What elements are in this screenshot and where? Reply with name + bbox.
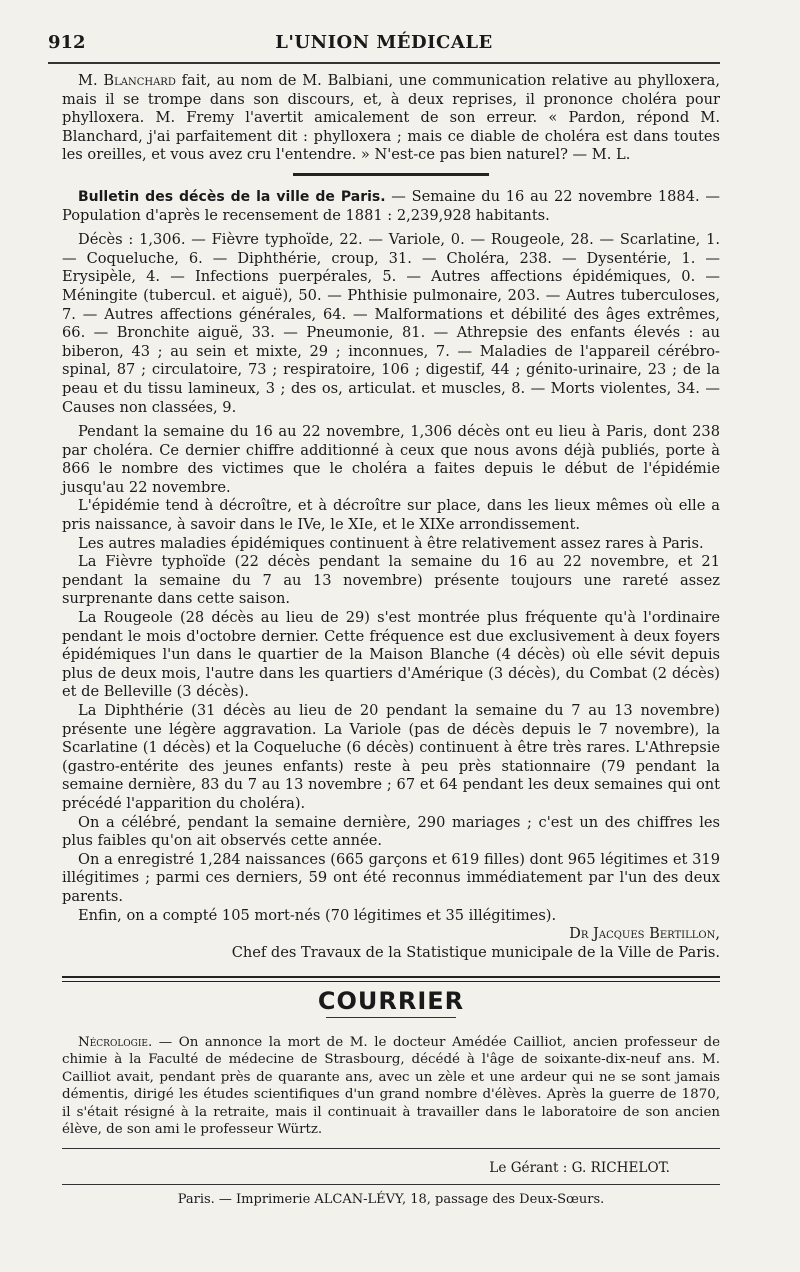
necrologie-label: Nécrologie. [78,1034,153,1050]
paragraph-naissances: On a enregistré 1,284 naissances (665 garçons et 619 filles) dont 965 légitimes et 319 illégitimes ; parmi ces derniers, 59 ont été reconnus immédiatement par l'un des deux parents. [62,850,720,905]
header-rule [48,62,720,64]
paragraph-diphtherie: La Diphthérie (31 décès au lieu de 20 pendant la semaine du 7 au 13 novembre) présente une légère aggravation. La Variole (pas de décès depuis le 7 novembre), la Scarlatine (1 décès) et la Coqueluche (6 décès) continuent à être très rares. L'Athrepsie (gastro-entérite des jeunes enfants) reste à peu près stationnaire (79 pendant la semaine dernière, 83 du 7 au 13 novembre ; 67 et 64 pendant les deux semaines qui ont précédé l'apparition du choléra). [62,702,720,812]
paragraph-total: Pendant la semaine du 16 au 22 novembre, 1,306 décès ont eu lieu à Paris, dont 238 par choléra. Ce dernier chiffre additionné à ceux que nous avons déjà publiés, porte à 866 le nombre des victimes que le choléra a faites depuis le début de l'épidémie jusqu'au 22 novembre. [62,423,720,496]
gerant-line: Le Gérant : G. RICHELOT. [489,1160,670,1177]
page-header [48,26,720,60]
courrier-heading: COURRIER [317,987,465,1016]
bulletin-intro [62,188,720,225]
paragraph-mort-nes: Enfin, on a compté 105 mort-nés (70 légitimes et 35 illégitimes). [78,906,557,924]
footer-rule-top [62,1148,720,1149]
blanchard-name: M. Blanchard [78,72,176,89]
paragraph-rougeole: La Rougeole (28 décès au lieu de 29) s'est montrée plus fréquente qu'à l'ordinaire pendant le mois d'octobre dernier. Cette fréquence est due exclusivement à deux foyers épidémiques l'un dans le quartier de la Maison Blanche (4 décès) où elle sévit depuis plus de deux mois, l'autre dans les quartiers d'Amérique (3 décès), du Combat (2 décès) et de Belleville (3 décès). [62,609,720,701]
article-body [62,72,720,1210]
signature-name: Dr Jacques Bertillon, [569,925,720,943]
bulletin-title: Bulletin des décès de la ville de Paris. [78,188,386,205]
signature-title: Chef des Travaux de la Statistique municipale de la Ville de Paris. [231,943,720,961]
paragraph-mariages: On a célébré, pendant la semaine dernière, 290 mariages ; c'est un des chiffres les plus faibles qu'on ait observés cette année. [62,813,720,850]
paragraph-epidemie: L'épidémie tend à décroître, et à décroître sur place, dans les lieux mêmes où elle a pris naissance, à savoir dans le IVe, le XIe, et le XIXe arrondissement. [62,497,720,534]
page-number: 912 [48,32,86,53]
paragraph-autres: Les autres maladies épidémiques continuent à être relativement assez rares à Paris. [78,534,704,552]
double-rule [62,976,720,982]
journal-title: L'UNION MÉDICALE [275,32,493,53]
section-divider [293,173,489,176]
deces-list: Décès : 1,306. — Fièvre typhoïde, 22. — Variole, 0. — Rougeole, 28. — Scarlatine, 1. — Coqueluche, 6. — Diphthérie, croup, 31. — Choléra, 238. — Dysentérie, 1. — Erysipèle, 4. — Infections puerpérales, 5. — Autres affections épidémiques, 0. — Méningite (tubercul. et aiguë), 50. — Phthisie pulmonaire, 203. — Autres tuberculoses, 7. — Autres affections générales, 64. — Malformations et débilité des âges extrêmes, 66. — Bronchite aiguë, 33. — Pneumonie, 81. — Athrepsie des enfants élevés : au biberon, 43 ; au sein et mixte, 29 ; inconnues, 7. — Maladies de l'appareil cérébro-spinal, 87 ; circulatoire, 73 ; respiratoire, 106 ; digestif, 44 ; génito-urinaire, 23 ; de la peau et du tissu lamineux, 3 ; des os, articulat. et muscles, 8. — Morts violentes, 34. — Causes non classées, 9. [62,231,720,416]
blanchard-text: fait, au nom de M. Balbiani, une communication relative au phylloxera, mais il se trompe dans son discours, et, à deux reprises, il prononce choléra pour phylloxera. M. Fremy l'avertit amicalement de son erreur. « Pardon, répond M. Blanchard, j'ai parfaitement dit : phylloxera ; mais ce diable de choléra est dans toutes les oreilles, et vous avez cru l'entendre. » N'est-ce pas bien naturel? — M. L. [62,72,720,164]
footer-rule [62,1184,720,1185]
necrologie-text: — On annonce la mort de M. le docteur Amédée Cailliot, ancien professeur de chimie à la Faculté de médecine de Strasbourg, décédé à l'âge de soixante-dix-neuf ans. M. Cailliot avait, pendant près de quarante ans, avec un zèle et une ardeur qui ne se sont jamais démentis, dirigé les études scientifiques d'un grand nombre d'élèves. Après la guerre de 1870, il s'était résigné à la retraite, mais il continuait à travailler dans le laboratoire de son ancien élève, de son ami le professeur Würtz. [62,1034,720,1137]
imprimerie-line: Paris. — Imprimerie ALCAN-LÉVY, 18, passage des Deux-Sœurs. [177,1191,605,1207]
courrier-underline [326,1017,456,1018]
bulletin-intro-text: — Semaine du 16 au 22 novembre 1884. — Population d'après le recensement de 1881 : 2,239,928 habitants. [62,187,720,224]
necrologie-paragraph [62,1034,720,1138]
paragraph-typhoide: La Fièvre typhoïde (22 décès pendant la semaine du 16 au 22 novembre, et 21 pendant la semaine du 7 au 13 novembre) présente toujours une rareté assez surprenante dans cette saison. [62,553,720,608]
blanchard-paragraph [62,72,720,165]
